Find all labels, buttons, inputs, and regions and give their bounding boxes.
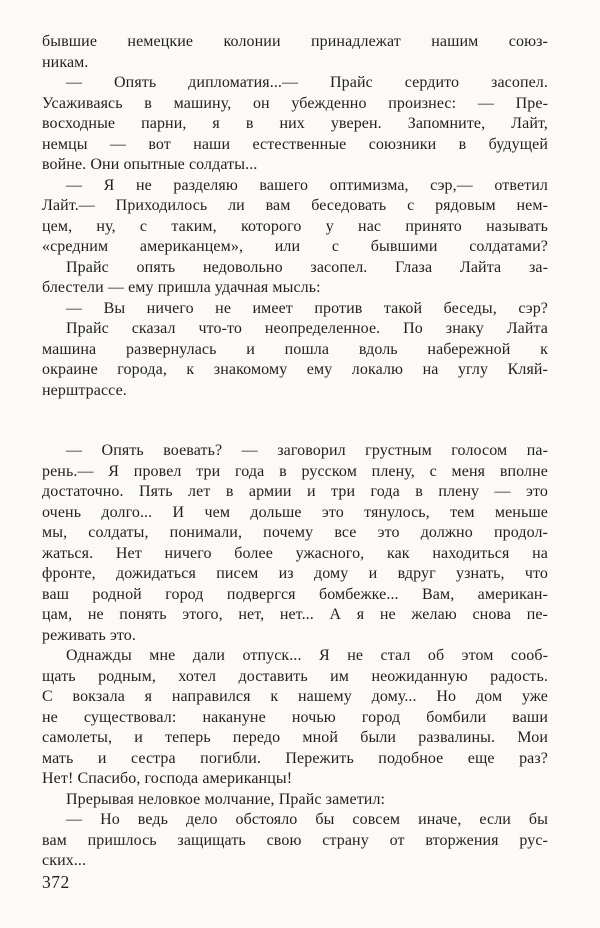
text-line: — Вы ничего не имеет против такой беседы, сэр? [66, 299, 548, 317]
paragraph [42, 176, 548, 258]
text-line: цам, не понять этого, нет, нет... А я не желаю снова пе- [42, 606, 548, 623]
text-line: Прайс опять недовольно засопел. Глаза Лайта за- [66, 258, 548, 276]
text-line: Прайс сказал что-то неопределенное. По знаку Лайта [66, 320, 548, 337]
paragraph [42, 441, 548, 646]
text-line: цем, ну, с таким, которого у нас принято называть [42, 217, 548, 235]
page-number: 372 [42, 872, 70, 892]
text-line: никам. [42, 53, 89, 71]
text-line: нерштрассе. [42, 381, 127, 399]
text-line: машина развернулась и пошла вдоль набережной к [42, 340, 548, 358]
text-line: Нет! Спасибо, господа американцы! [42, 770, 293, 787]
page-text [42, 32, 548, 872]
text-line: ваш родной город подвергся бомбежке... Вам, американ- [42, 585, 548, 603]
text-line: С вокзала я направился к нашему дому... Но дом уже [42, 688, 548, 705]
text-line: Лайт.— Приходилось ли вам беседовать с рядовым нем- [42, 197, 548, 214]
text-line: фронте, дожидаться писем из дому и вдруг узнать, что [42, 565, 548, 582]
text-line: — Я не разделяю вашего оптимизма, сэр,— ответил [66, 176, 548, 194]
paragraph [42, 646, 548, 790]
text-block-2 [42, 441, 548, 872]
text-line: вам пришлось защищать свою страну от вторжения рус- [42, 831, 548, 849]
text-line: рень.— Я провел три года в русском плену, с меня вполне [42, 462, 548, 480]
text-line: Усаживаясь в машину, он убежденно произнес: — Пре- [42, 94, 548, 112]
text-line: немцы — вот наши естественные союзники в будущей [42, 135, 548, 153]
text-line: щать родным, хотел доставить им неожиданную радость. [42, 667, 548, 685]
text-line: жаться. Нет ничего более ужасного, как находиться на [42, 544, 548, 562]
text-line: мать и сестра погибли. Пережить подобное еще раз? [42, 749, 548, 767]
text-line: не существовал: накануне ночью город бомбили ваши [42, 708, 548, 726]
text-line: — Опять дипломатия...— Прайс сердито засопел. [66, 74, 548, 91]
paragraph [42, 319, 548, 401]
text-line: «средним американцем», или с бывшими солдатами? [42, 238, 548, 255]
text-line: мы, солдаты, понимали, почему все это должно продол- [42, 524, 548, 541]
paragraph [42, 299, 548, 320]
text-line: окраине города, к знакомому ему локалю на углу Кляй- [42, 361, 548, 378]
paragraph [42, 258, 548, 299]
text-line: — Опять воевать? — заговорил грустным голосом па- [66, 442, 548, 459]
paragraph [42, 810, 548, 872]
text-line: Прерывая неловкое молчание, Прайс заметил: [66, 790, 386, 808]
text-line: блестели — ему пришла удачная мысль: [42, 279, 321, 296]
paragraph [42, 790, 548, 811]
text-line: очень долго... И чем дольше это тянулось, тем меньше [42, 503, 548, 521]
text-line: ских... [42, 852, 87, 869]
text-line: бывшие немецкие колонии принадлежат нашим союз- [42, 33, 548, 50]
paragraph [42, 32, 548, 73]
text-line: самолеты, и теперь передо мной были развалины. Мои [42, 729, 548, 746]
text-line: восходные парни, я в них уверен. Запомните, Лайт, [42, 115, 548, 132]
text-line: реживать это. [42, 626, 136, 644]
text-block-1 [42, 32, 548, 401]
text-line: достаточно. Пять лет в армии и три года в плену — это [42, 483, 548, 500]
text-line: Однажды мне дали отпуск... Я не стал об этом сооб- [66, 647, 548, 664]
paragraph [42, 73, 548, 176]
text-line: войне. Они опытные солдаты... [42, 156, 258, 173]
text-line: — Но ведь дело обстояло бы совсем иначе, если бы [66, 811, 548, 828]
